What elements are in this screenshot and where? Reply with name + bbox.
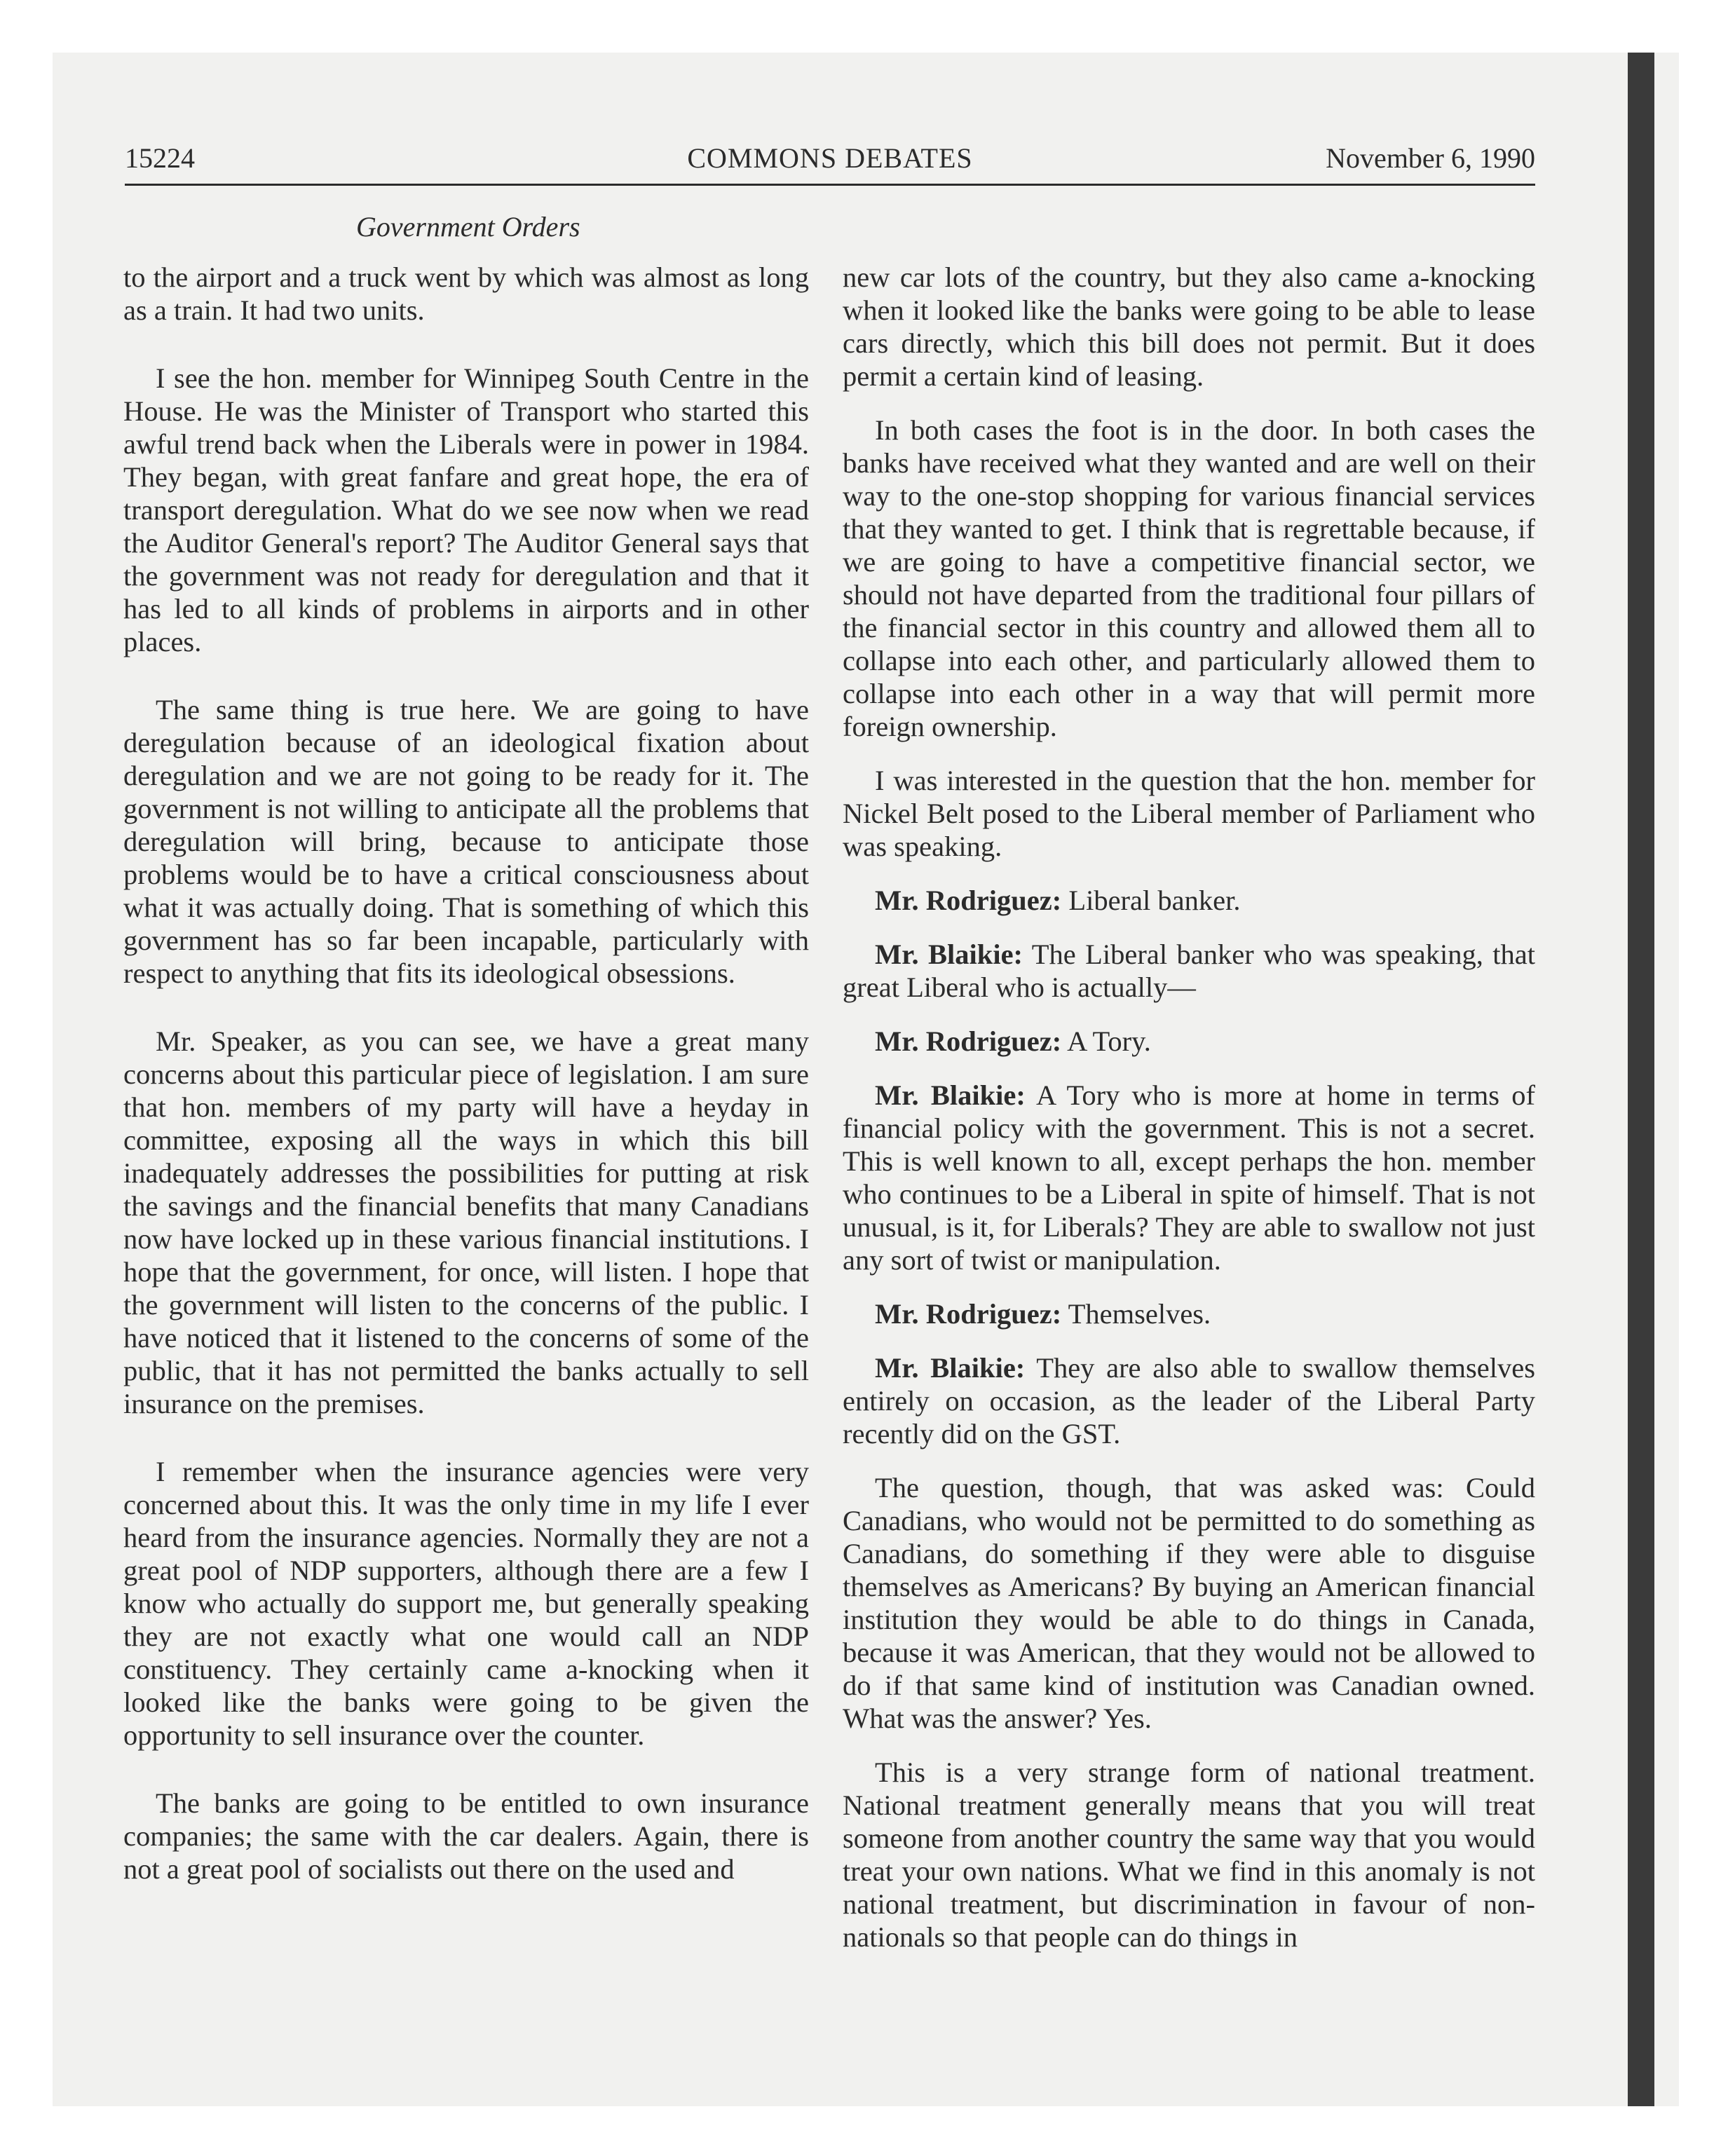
paragraph-text: This is a very strange form of national treatment. National treatment generally means that you will treat someone from another country the same way that you would treat your own nations. What we find in this anomaly is not national treatment, but discrimination in favour of non-nationals so that people can do things in bbox=[843, 1756, 1535, 1953]
paragraph bbox=[843, 414, 1535, 743]
speech-paragraph bbox=[843, 1079, 1535, 1276]
paragraph bbox=[843, 764, 1535, 863]
publication-title: COMMONS DEBATES bbox=[687, 142, 973, 174]
page-header bbox=[125, 142, 1535, 179]
paragraph-text: new car lots of the country, but they also came a-knocking when it looked like the banks were going to be able to lease cars directly, which this bill does not permit. But it does permit a certain kind of leasing. bbox=[843, 261, 1535, 392]
speech-paragraph bbox=[843, 884, 1535, 917]
paragraph bbox=[843, 1471, 1535, 1735]
paragraph bbox=[843, 261, 1535, 393]
paragraph-text: I see the hon. member for Winnipeg South Centre in the House. He was the Minister of Transport who started this awful trend back when the Liberals were in power in 1984. They began, with great fanfare and great hope, the era of transport deregulation. What do we see now when we read the Auditor General's report? The Auditor General says that the government was not ready for deregulation and that it has led to all kinds of problems in airports and in other places. bbox=[123, 362, 809, 657]
speech-text: A Tory. bbox=[1067, 1025, 1151, 1057]
paragraph-text: I was interested in the question that the hon. member for Nickel Belt posed to the Liberal member of Parliament who was speaking. bbox=[843, 765, 1535, 862]
speech-text: They are also able to swallow themselves entirely on occasion, as the leader of the Liberal Party recently did on the GST. bbox=[843, 1352, 1535, 1449]
paragraph bbox=[123, 1455, 809, 1752]
speech-text: The Liberal banker who was speaking, that great Liberal who is actually— bbox=[843, 939, 1535, 1003]
paragraph bbox=[843, 1756, 1535, 1953]
right-column bbox=[843, 261, 1535, 1953]
scan-edge-shadow bbox=[1628, 53, 1654, 2106]
page-number: 15224 bbox=[125, 142, 195, 174]
paragraph-text: Mr. Speaker, as you can see, we have a great many concerns about this particular piece of legislation. I am sure that hon. members of my party will have a heyday in committee, exposing all the ways in which this bill inadequately addresses the possibilities for putting at risk the savings and the financial benefits that many Canadians now have locked up in these various financial institutions. I hope that the government, for once, will listen. I hope that the government will listen to the concerns of the public. I have noticed that it listened to the concerns of some of the public, that it has not permitted the banks actually to sell insurance on the premises. bbox=[123, 1025, 809, 1419]
paragraph-text: I remember when the insurance agencies were very concerned about this. It was the only time in my life I ever heard from the insurance agencies. Normally they are not a great pool of NDP supporters, although there are a few I know who actually do support me, but generally speaking they are not exactly what one would call an NDP constituency. They certainly came a-knocking when it looked like the banks were going to be given the opportunity to sell insurance over the counter. bbox=[123, 1456, 809, 1751]
paragraph-text: The same thing is true here. We are going to have deregulation because of an ideological fixation about deregulation and we are not going to be ready for it. The government is not willing to anticipate all the problems that deregulation will bring, because to anticipate those problems would be to have a critical consciousness about what it was actually doing. That is something of which this government has so far been incapable, particularly with respect to anything that fits its ideological obsessions. bbox=[123, 694, 809, 989]
section-label: Government Orders bbox=[356, 211, 580, 243]
speech-text: A Tory who is more at home in terms of financial policy with the government. This is not a secret. This is well known to all, except perhaps the hon. member who continues to be a Liberal in spite of himself. That is not unusual, is it, for Liberals? They are able to swallow not just any sort of twist or manipulation. bbox=[843, 1079, 1535, 1276]
speaker-name: Mr. Rodriguez: bbox=[875, 1025, 1062, 1057]
paragraph-text: The question, though, that was asked was: Could Canadians, who would not be permitted to do something as Canadians, do something if they were able to disguise themselves as Americans? By buying an American financial institution they would be able to do things in Canada, because it was American, that they would not be allowed to do if that same kind of institution was Canadian owned. What was the answer? Yes. bbox=[843, 1472, 1535, 1734]
speaker-name: Mr. Blaikie: bbox=[875, 939, 1023, 970]
paragraph bbox=[123, 1025, 809, 1420]
header-rule bbox=[125, 184, 1535, 186]
speech-text: Liberal banker. bbox=[1068, 885, 1241, 916]
publication-date: November 6, 1990 bbox=[1326, 142, 1535, 174]
speaker-name: Mr. Blaikie: bbox=[875, 1079, 1026, 1111]
speech-paragraph bbox=[843, 938, 1535, 1004]
paragraph bbox=[123, 1787, 809, 1885]
speech-paragraph bbox=[843, 1351, 1535, 1450]
speaker-name: Mr. Rodriguez: bbox=[875, 1298, 1062, 1330]
speech-paragraph bbox=[843, 1297, 1535, 1330]
paragraph-text: The banks are going to be entitled to own insurance companies; the same with the car dealers. Again, there is not a great pool of socialists out there on the used and bbox=[123, 1787, 809, 1885]
paragraph bbox=[123, 362, 809, 658]
speech-paragraph bbox=[843, 1025, 1535, 1058]
speech-text: Themselves. bbox=[1068, 1298, 1211, 1330]
speaker-name: Mr. Blaikie: bbox=[875, 1352, 1026, 1384]
paragraph-text: In both cases the foot is in the door. In both cases the banks have received what they wanted and are well on their way to the one-stop shopping for various financial services that they wanted to get. I think that is regrettable because, if we are going to have a competitive financial sector, we should not have departed from the traditional four pillars of the financial sector in this country and allowed them all to collapse into each other, and particularly allowed them to collapse into each other in a way that will permit more foreign ownership. bbox=[843, 414, 1535, 742]
left-column bbox=[123, 261, 809, 1885]
paragraph bbox=[123, 693, 809, 990]
paragraph bbox=[123, 261, 809, 327]
speaker-name: Mr. Rodriguez: bbox=[875, 885, 1062, 916]
paragraph-text: to the airport and a truck went by which was almost as long as a train. It had two units. bbox=[123, 261, 809, 326]
